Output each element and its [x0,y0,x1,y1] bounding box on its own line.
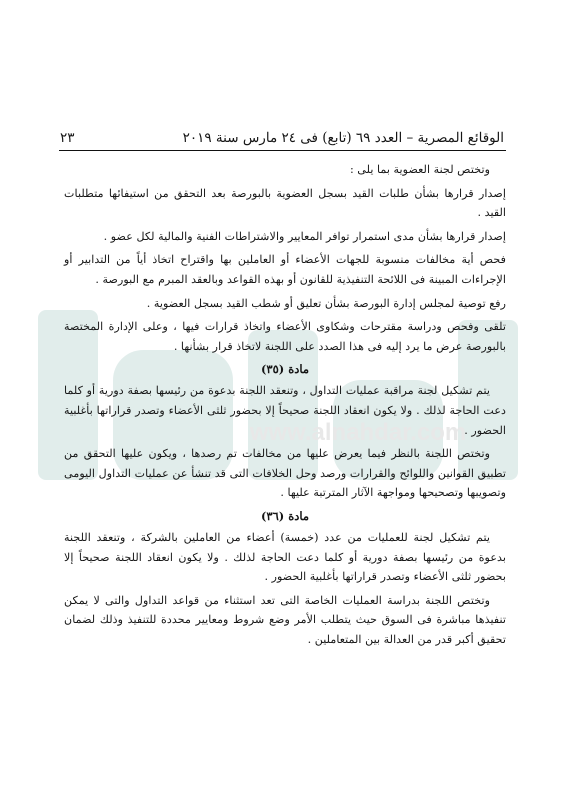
intro-line: وتختص لجنة العضوية بما يلى : [349,163,490,176]
header-divider [59,150,506,151]
page-number: ٢٣ [60,130,75,146]
clause-item: فحص أية مخالفات منسوبة للجهات الأعضاء أو العاملين بها واقتراح اتخاذ أياً من التدابير أو الإجراءات المبينة فى اللائحة التنفيذية للقانون أو بهذه القواعد وبالعقد المبرم مع البورصة . [64,253,506,286]
clause-item: رفع توصية لمجلس إدارة البورصة بشأن تعليق أو شطب القيد بسجل العضوية . [146,296,506,310]
article-paragraph: وتختص اللجنة بالنظر فيما يعرض عليها من مخالفات تم رصدها ، ويكون عليها التحقق من تطبيق القوانين واللوائح والقرارات ورصد وحل الخلافات التى قد تنشأ عن عمليات التداول اليومى وتصويبها وتصحيحها ومواجهة الآثار المترتبة عليها . [64,447,506,500]
article-paragraph: وتختص اللجنة بدراسة العمليات الخاصة التى تعد استثناء من قواعد التداول والتى لا يمكن تنفيذها مباشرة فى السوق حيث يتطلب الأمر وضع شروط ومعايير محددة للتنفيذ وذلك لضمان تحقيق أكبر قدر من العدالة بين المتعاملين . [64,593,506,646]
watermark-url: www.alnahdar.com [249,419,467,446]
article-heading: مادة (٣٥) [260,362,310,377]
article-paragraph: يتم تشكيل لجنة للعمليات من عدد (خمسة) أعضاء من العاملين بالشركة ، وتنعقد اللجنة بدعوة من رئيسها بصفة دورية أو كلما دعت الحاجة لذلك . ولا يكون انعقاد اللجنة صحيحاً إلا بحضور ثلثى الأعضاء وتصدر قراراتها بأغلبية الحضور . [64,530,506,584]
clause-item: إصدار قرارها بشأن طلبات القيد بسجل العضوية بالبورصة بعد التحقق من استيفائها متطلبات القيد . [64,186,506,220]
article-heading: مادة (٣٦) [260,508,310,523]
document-body [64,160,506,653]
clause-item: إصدار قرارها بشأن مدى استمرار توافر المعايير والاشتراطات الفنية والمالية لكل عضو . [103,229,506,243]
clause-item: تلقى وفحص ودراسة مقترحات وشكاوى الأعضاء واتخاذ قرارات فيها ، وعلى الإدارة المختصة بالبورصة عرض ما يرد إليه فى هذا الصدد على اللجنة لاتخاذ قرار بشأنها . [64,320,506,353]
header-title: الوقائع المصرية – العدد ٦٩ (تابع) فى ٢٤ مارس سنة ٢٠١٩ [182,130,504,146]
page-header [60,130,504,148]
article-paragraph: يتم تشكيل لجنة مراقبة عمليات التداول ، وتنعقد اللجنة بدعوة من رئيسها بصفة دورية أو كلما دعت الحاجة لذلك . ولا يكون انعقاد اللجنة صحيحاً إلا بحضور ثلثى الأعضاء وتصدر قراراتها بأغلبية الحضور . [64,384,506,437]
